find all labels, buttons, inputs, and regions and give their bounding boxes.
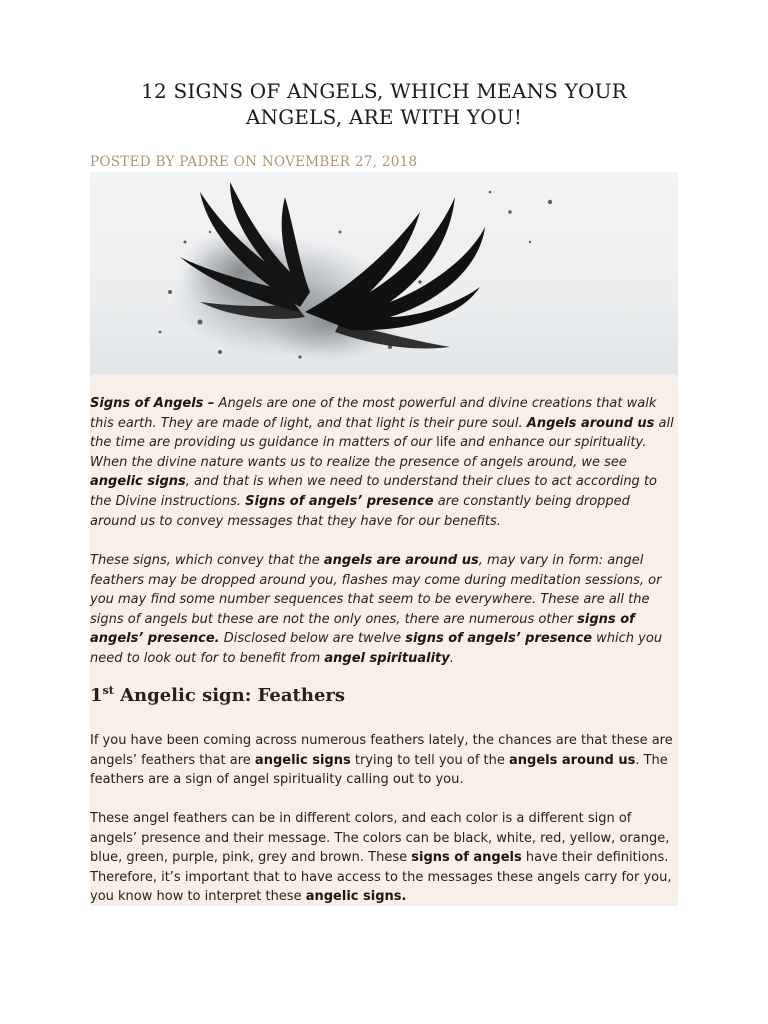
link-angel-spirituality[interactable]: angel spirituality bbox=[324, 650, 450, 666]
intro-lead: Signs of Angels – bbox=[90, 396, 215, 411]
black-angel-wings-icon bbox=[90, 172, 678, 374]
link-angels-around-us[interactable]: Angels around us bbox=[526, 415, 655, 431]
link-signs-of-angels-presence-3[interactable]: signs of angels’ presence bbox=[405, 631, 593, 647]
link-angels-are-around-us[interactable]: angels are around us bbox=[323, 553, 479, 568]
section-heading-feathers: 1st Angelic sign: Feathers bbox=[90, 684, 346, 706]
article-byline[interactable]: POSTED BY PADRE ON NOVEMBER 27, 2018 bbox=[90, 154, 418, 170]
feather-colors-paragraph: These angel feathers can be in different colors, and each color is a different sign of angels’ presence and their message. The colors can be black, white, red, yellow, orange, blue, green, purple, pink, grey and brown. These signs of angels have their definitions. Therefore, it’s important that to have access to the messages these angels carry for you, you know how to interpret these angelic signs. bbox=[90, 811, 672, 905]
link-signs-of-angels[interactable]: signs of angels bbox=[411, 850, 522, 866]
link-signs-of-angels-presence-2[interactable]: signs of angels’ presence. bbox=[90, 611, 635, 647]
hero-image bbox=[90, 172, 678, 374]
link-angelic-signs-3[interactable]: angelic signs. bbox=[305, 889, 407, 905]
intro-paragraph: Signs of Angels – Angels are one of the most powerful and divine creations that walk this earth. They are made of light, and that light is their pure soul. Angels around us all the time are providing us guidance in matters of our life and enhance our spirituality. When the divine nature wants us to realize the presence of angels around, we see angelic signs, and that is when we need to understand their clues to act according to the Divine instructions. Signs of angels’ presence are constantly being dropped around us to convey messages that they have for our benefits. bbox=[90, 396, 674, 529]
link-angelic-signs[interactable]: angelic signs bbox=[90, 474, 186, 490]
signs-paragraph: These signs, which convey that the angels are around us, may vary in form: angel feathers may be dropped around you, flashes may come during meditation sessions, or you may find some number sequences that seem to be everywhere. These are all the signs of angels but these are not the only ones, there are numerous other signs of angels’ presence. Disclosed below are twelve signs of angels’ presence which you need to look out for to benefit from angel spirituality. bbox=[90, 553, 663, 666]
article-title: 12 SIGNS OF ANGELS, WHICH MEANS YOUR ANGELS, ARE WITH YOU! bbox=[141, 79, 627, 129]
link-angelic-signs-2[interactable]: angelic signs bbox=[254, 752, 351, 768]
link-signs-of-angels-presence[interactable]: Signs of angels’ presence bbox=[245, 493, 434, 509]
link-life[interactable]: life bbox=[436, 435, 456, 451]
article-body bbox=[90, 374, 678, 906]
link-angels-around-us-2[interactable]: angels around us bbox=[509, 752, 636, 768]
feathers-paragraph: If you have been coming across numerous feathers lately, the chances are that these are angels’ feathers that are angelic signs trying to tell you of the angels around us. The feathers are a sign of angel spirituality calling out to you. bbox=[90, 733, 673, 788]
